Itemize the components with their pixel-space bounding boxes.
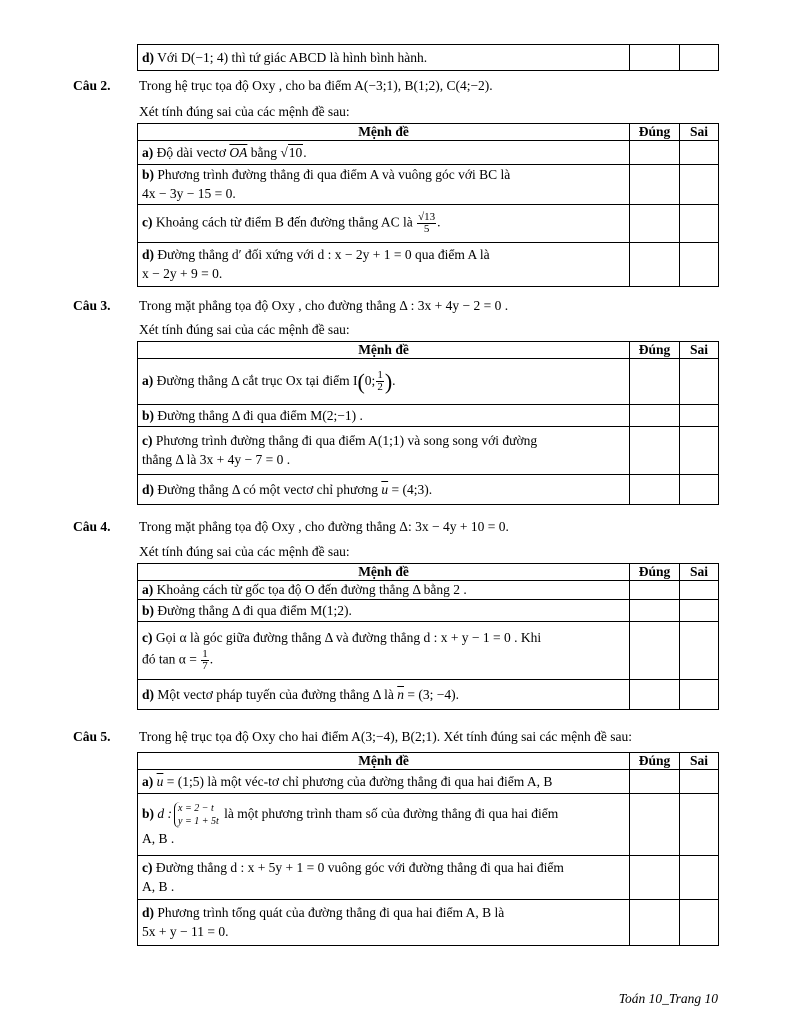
true-checkbox-cell[interactable]: [630, 165, 680, 205]
statement-cell: c) Gọi α là góc giữa đường thẳng Δ và đường thẳng d : x + y − 1 = 0 . Khi đó tan α = $\frac{1}{7}$ .: [138, 622, 630, 680]
statement-cell: b) d : x = 2 − t y = 1 + 5t là một phương trình tham số của đường thẳng đi qua hai điểm A, B .: [138, 794, 630, 856]
statement-cell: d) Một vectơ pháp tuyến của đường thẳng Δ là $\overline{n} = (3$; −4).: [138, 680, 630, 710]
true-checkbox-cell[interactable]: [630, 405, 680, 427]
statement-cell: a) Đường thẳng Δ cắt trục Ox tại điểm I(0; $\frac{1}{2}$ ).: [138, 359, 630, 405]
table-row: [138, 243, 719, 287]
table-row: [138, 581, 719, 600]
false-checkbox-cell[interactable]: [680, 205, 719, 243]
statement-cell: c) Khoảng cách từ điểm B đến đường thẳng AC là $\frac{√13}{5}$ .: [138, 205, 630, 243]
header-true: Đúng: [630, 753, 680, 770]
false-checkbox-cell[interactable]: [680, 856, 719, 900]
statement-cell: d) Phương trình tổng quát của đường thẳng đi qua hai điểm A, B là 5x + y − 11 = 0.: [138, 900, 630, 946]
table-header-row: [138, 124, 719, 141]
question-2-title: Câu 2.: [73, 78, 111, 93]
false-checkbox-cell[interactable]: [680, 165, 719, 205]
question-5-title: Câu 5.: [73, 729, 111, 744]
header-true: Đúng: [630, 124, 680, 141]
header-false: Sai: [680, 753, 719, 770]
question-3-table: [137, 341, 719, 505]
true-checkbox-cell[interactable]: [630, 770, 680, 794]
question-5-text: Trong hệ trục tọa độ Oxy cho hai điểm A(3;−4), B(2;1). Xét tính đúng sai các mệnh đề sau:: [139, 729, 633, 744]
false-checkbox-cell[interactable]: [680, 600, 719, 622]
statement-cell: c) Phương trình đường thẳng đi qua điểm A(1;1) và song song với đường thẳng Δ là 3x + 4y − 7 = 0 .: [138, 427, 630, 475]
statement-cell: d) Đường thẳng d′ đối xứng với d : x − 2y + 1 = 0 qua điểm A là x − 2y + 9 = 0.: [138, 243, 630, 287]
false-checkbox-cell[interactable]: [680, 680, 719, 710]
false-checkbox-cell[interactable]: [680, 45, 719, 71]
true-checkbox-cell[interactable]: [630, 427, 680, 475]
statement-cell: c) Đường thẳng d : x + 5y + 1 = 0 vuông góc với đường thẳng đi qua hai điểm A, B .: [138, 856, 630, 900]
table-row: [138, 45, 719, 71]
question-4-intro: Xét tính đúng sai của các mệnh đề sau:: [139, 544, 350, 559]
true-checkbox-cell[interactable]: [630, 475, 680, 505]
table-row: [138, 475, 719, 505]
header-false: Sai: [680, 124, 719, 141]
prev-table: [137, 44, 719, 71]
true-checkbox-cell[interactable]: [630, 45, 680, 71]
question-5-table: [137, 752, 719, 946]
true-checkbox-cell[interactable]: [630, 141, 680, 165]
true-checkbox-cell[interactable]: [630, 900, 680, 946]
table-row: [138, 622, 719, 680]
false-checkbox-cell[interactable]: [680, 405, 719, 427]
true-checkbox-cell[interactable]: [630, 581, 680, 600]
header-true: Đúng: [630, 342, 680, 359]
question-4-text: Trong mặt phẳng tọa độ Oxy , cho đường thẳng Δ: 3x − 4y + 10 = 0.: [139, 519, 509, 534]
page-footer: Toán 10_Trang 10: [618, 991, 718, 1006]
table-row: [138, 165, 719, 205]
question-4-title: Câu 4.: [73, 519, 111, 534]
question-3-text: Trong mặt phẳng tọa độ Oxy , cho đường thẳng Δ : 3x + 4y − 2 = 0 .: [139, 298, 509, 313]
false-checkbox-cell[interactable]: [680, 359, 719, 405]
true-checkbox-cell[interactable]: [630, 600, 680, 622]
table-header-row: [138, 753, 719, 770]
statement-cell: b) Phương trình đường thẳng đi qua điểm A và vuông góc với BC là 4x − 3y − 15 = 0.: [138, 165, 630, 205]
statement-cell: d) Với D(−1; 4) thì tứ giác ABCD là hình bình hành.: [138, 45, 630, 71]
false-checkbox-cell[interactable]: [680, 475, 719, 505]
table-header-row: [138, 564, 719, 581]
question-3-intro: Xét tính đúng sai của các mệnh đề sau:: [139, 322, 350, 337]
header-false: Sai: [680, 564, 719, 581]
false-checkbox-cell[interactable]: [680, 770, 719, 794]
question-3-title: Câu 3.: [73, 298, 111, 313]
equation-system: x = 2 − t y = 1 + 5t: [174, 802, 219, 828]
false-checkbox-cell[interactable]: [680, 243, 719, 287]
header-false: Sai: [680, 342, 719, 359]
false-checkbox-cell[interactable]: [680, 622, 719, 680]
true-checkbox-cell[interactable]: [630, 243, 680, 287]
table-row: [138, 680, 719, 710]
table-row: [138, 205, 719, 243]
table-row: [138, 141, 719, 165]
header-statement: Mệnh đề: [138, 564, 630, 581]
question-2-table: [137, 123, 719, 287]
table-row: [138, 900, 719, 946]
false-checkbox-cell[interactable]: [680, 427, 719, 475]
table-row: [138, 600, 719, 622]
question-2-intro: Xét tính đúng sai của các mệnh đề sau:: [139, 104, 350, 119]
table-row: [138, 427, 719, 475]
vector-oa: $\overline{OA}$: [229, 144, 248, 160]
statement-cell: a) Độ dài vectơ $\overline{OA}$ bằng √10.: [138, 141, 630, 165]
true-checkbox-cell[interactable]: [630, 359, 680, 405]
fraction: $\frac{1}{7}$: [202, 647, 208, 672]
true-checkbox-cell[interactable]: [630, 794, 680, 856]
table-row: [138, 770, 719, 794]
false-checkbox-cell[interactable]: [680, 141, 719, 165]
table-row: [138, 794, 719, 856]
vector-n: $\overline{n}$: [397, 686, 404, 702]
table-row: [138, 405, 719, 427]
header-true: Đúng: [630, 564, 680, 581]
true-checkbox-cell[interactable]: [630, 856, 680, 900]
vector-u: $\overline{u}$: [381, 481, 389, 497]
table-header-row: [138, 342, 719, 359]
question-2-text: Trong hệ trục tọa độ Oxy , cho ba điểm A(−3;1), B(1;2), C(4;−2).: [139, 78, 493, 93]
header-statement: Mệnh đề: [138, 753, 630, 770]
true-checkbox-cell[interactable]: [630, 205, 680, 243]
statement-cell: d) Đường thẳng Δ có một vectơ chỉ phương $\overline{u}$ = (4;3).: [138, 475, 630, 505]
question-4-table: [137, 563, 719, 710]
true-checkbox-cell[interactable]: [630, 622, 680, 680]
false-checkbox-cell[interactable]: [680, 900, 719, 946]
false-checkbox-cell[interactable]: [680, 581, 719, 600]
statement-cell: b) Đường thẳng Δ đi qua điểm M(2;−1) .: [138, 405, 630, 427]
true-checkbox-cell[interactable]: [630, 680, 680, 710]
table-row: [138, 856, 719, 900]
false-checkbox-cell[interactable]: [680, 794, 719, 856]
fraction: $\frac{1}{2}$: [377, 369, 383, 393]
statement-cell: b) Đường thẳng Δ đi qua điểm M(1;2).: [138, 600, 630, 622]
header-statement: Mệnh đề: [138, 342, 630, 359]
fraction: $\frac{√13}{5}$: [418, 211, 436, 235]
vector-u: $\overline{u}$: [156, 773, 164, 789]
table-row: [138, 359, 719, 405]
header-statement: Mệnh đề: [138, 124, 630, 141]
statement-cell: a) Khoảng cách từ gốc tọa độ O đến đường thẳng Δ bằng 2 .: [138, 581, 630, 600]
statement-cell: a) $\overline{u}$ = (1;5) là một véc-tơ chỉ phương của đường thẳng đi qua hai điểm A, B: [138, 770, 630, 794]
